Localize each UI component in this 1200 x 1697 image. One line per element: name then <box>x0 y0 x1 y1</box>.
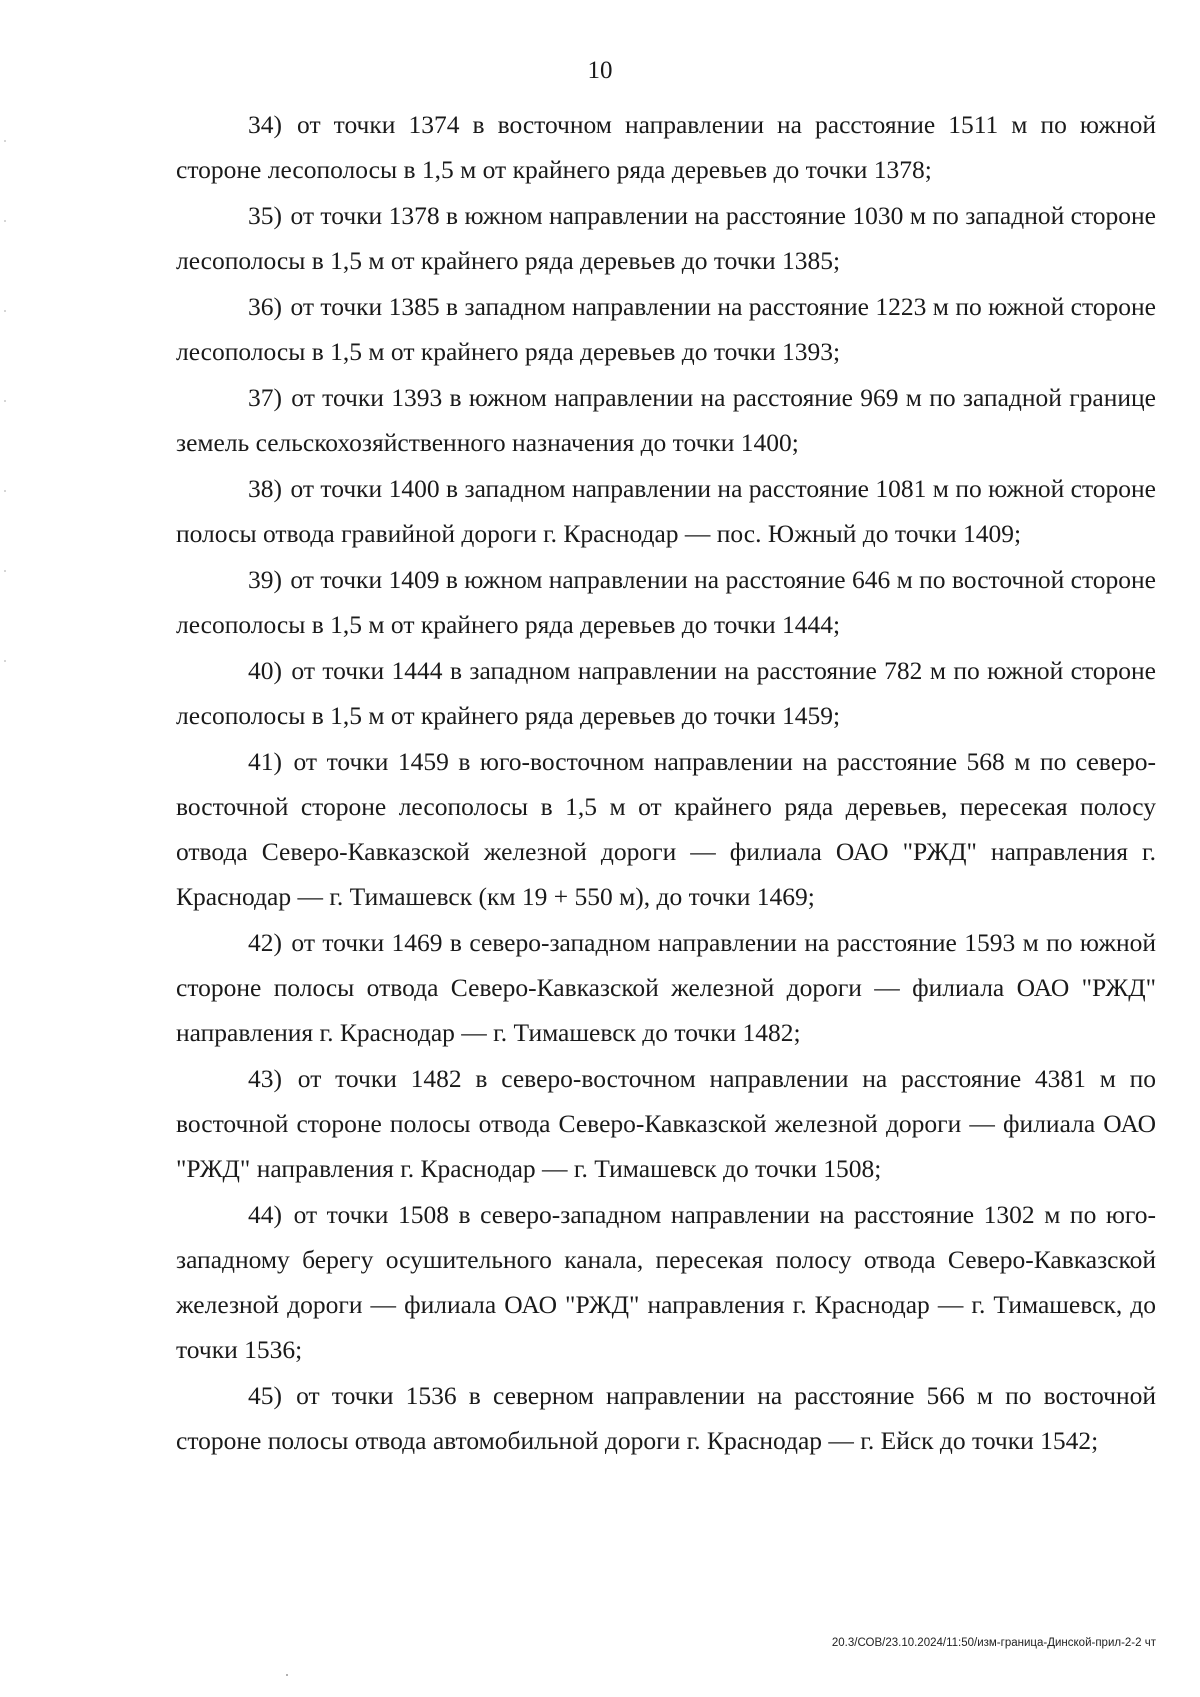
item-text: от точки 1409 в южном направлении на расстояние 646 м по восточной стороне лесополосы в 1,5 м от крайнего ряда деревьев до точки 1444; <box>176 565 1156 639</box>
page-number: 10 <box>587 57 613 84</box>
scan-speck <box>286 1674 288 1676</box>
list-item <box>176 466 1156 557</box>
item-number: 45) <box>248 1381 282 1410</box>
item-number: 36) <box>248 292 282 321</box>
item-number: 44) <box>248 1200 282 1229</box>
item-text: от точки 1469 в северо-западном направлении на расстояние 1593 м по южной стороне полосы отвода Северо-Кавказской железной дороги — филиала ОАО "РЖД" направления г. Краснодар — г. Тимашевск до точки 1482; <box>176 928 1156 1047</box>
list-item <box>176 1192 1156 1373</box>
item-number: 42) <box>248 928 282 957</box>
item-text: от точки 1459 в юго-восточном направлении на расстояние 568 м по северо-восточной стороне лесополосы в 1,5 м от крайнего ряда деревьев, пересекая полосу отвода Северо-Кавказской железной дороги — филиала ОАО "РЖД" направления г. Краснодар — г. Тимашевск (км 19 + 550 м), до точки 1469; <box>176 747 1156 911</box>
item-text: от точки 1400 в западном направлении на расстояние 1081 м по южной стороне полосы отвода гравийной дороги г. Краснодар — пос. Южный до точки 1409; <box>176 474 1157 548</box>
list-item <box>176 1373 1156 1464</box>
item-text: от точки 1378 в южном направлении на расстояние 1030 м по западной стороне лесополосы в 1,5 м от крайнего ряда деревьев до точки 1385; <box>176 201 1157 275</box>
item-number: 38) <box>248 474 282 503</box>
list-item <box>176 1056 1156 1192</box>
list-item <box>176 648 1156 739</box>
document-body <box>176 102 1156 1464</box>
item-number: 37) <box>248 383 282 412</box>
item-text: от точки 1385 в западном направлении на расстояние 1223 м по южной стороне лесополосы в 1,5 м от крайнего ряда деревьев до точки 1393; <box>176 292 1157 366</box>
list-item <box>176 739 1156 920</box>
item-number: 34) <box>248 110 282 139</box>
list-item <box>176 284 1156 375</box>
item-text: от точки 1393 в южном направлении на расстояние 969 м по западной границе земель сельскохозяйственного назначения до точки 1400; <box>176 383 1156 457</box>
list-item <box>176 375 1156 466</box>
scan-margin-marks <box>4 100 10 740</box>
item-text: от точки 1536 в северном направлении на расстояние 566 м по восточной стороне полосы отвода автомобильной дороги г. Краснодар — г. Ейск до точки 1542; <box>176 1381 1156 1455</box>
list-item <box>176 557 1156 648</box>
item-number: 41) <box>248 747 282 776</box>
item-number: 39) <box>248 565 282 594</box>
item-text: от точки 1508 в северо-западном направлении на расстояние 1302 м по юго-западному берегу осушительного канала, пересекая полосу отвода Северо-Кавказской железной дороги — филиала ОАО "РЖД" направления г. Краснодар — г. Тимашевск, до точки 1536; <box>176 1200 1156 1364</box>
item-text: от точки 1374 в восточном направлении на расстояние 1511 м по южной стороне лесополосы в 1,5 м от крайнего ряда деревьев до точки 1378; <box>176 110 1156 184</box>
footer-reference: 20.3/СОВ/23.10.2024/11:50/изм-граница-Динской-прил-2-2 чт <box>831 1637 1156 1649</box>
item-number: 43) <box>248 1064 282 1093</box>
item-number: 35) <box>248 201 282 230</box>
item-text: от точки 1482 в северо-восточном направлении на расстояние 4381 м по восточной стороне полосы отвода Северо-Кавказской железной дороги — филиала ОАО "РЖД" направления г. Краснодар — г. Тимашевск до точки 1508; <box>176 1064 1156 1183</box>
list-item <box>176 193 1156 284</box>
list-item <box>176 102 1156 193</box>
item-text: от точки 1444 в западном направлении на расстояние 782 м по южной стороне лесополосы в 1,5 м от крайнего ряда деревьев до точки 1459; <box>176 656 1156 730</box>
list-item <box>176 920 1156 1056</box>
item-number: 40) <box>248 656 282 685</box>
